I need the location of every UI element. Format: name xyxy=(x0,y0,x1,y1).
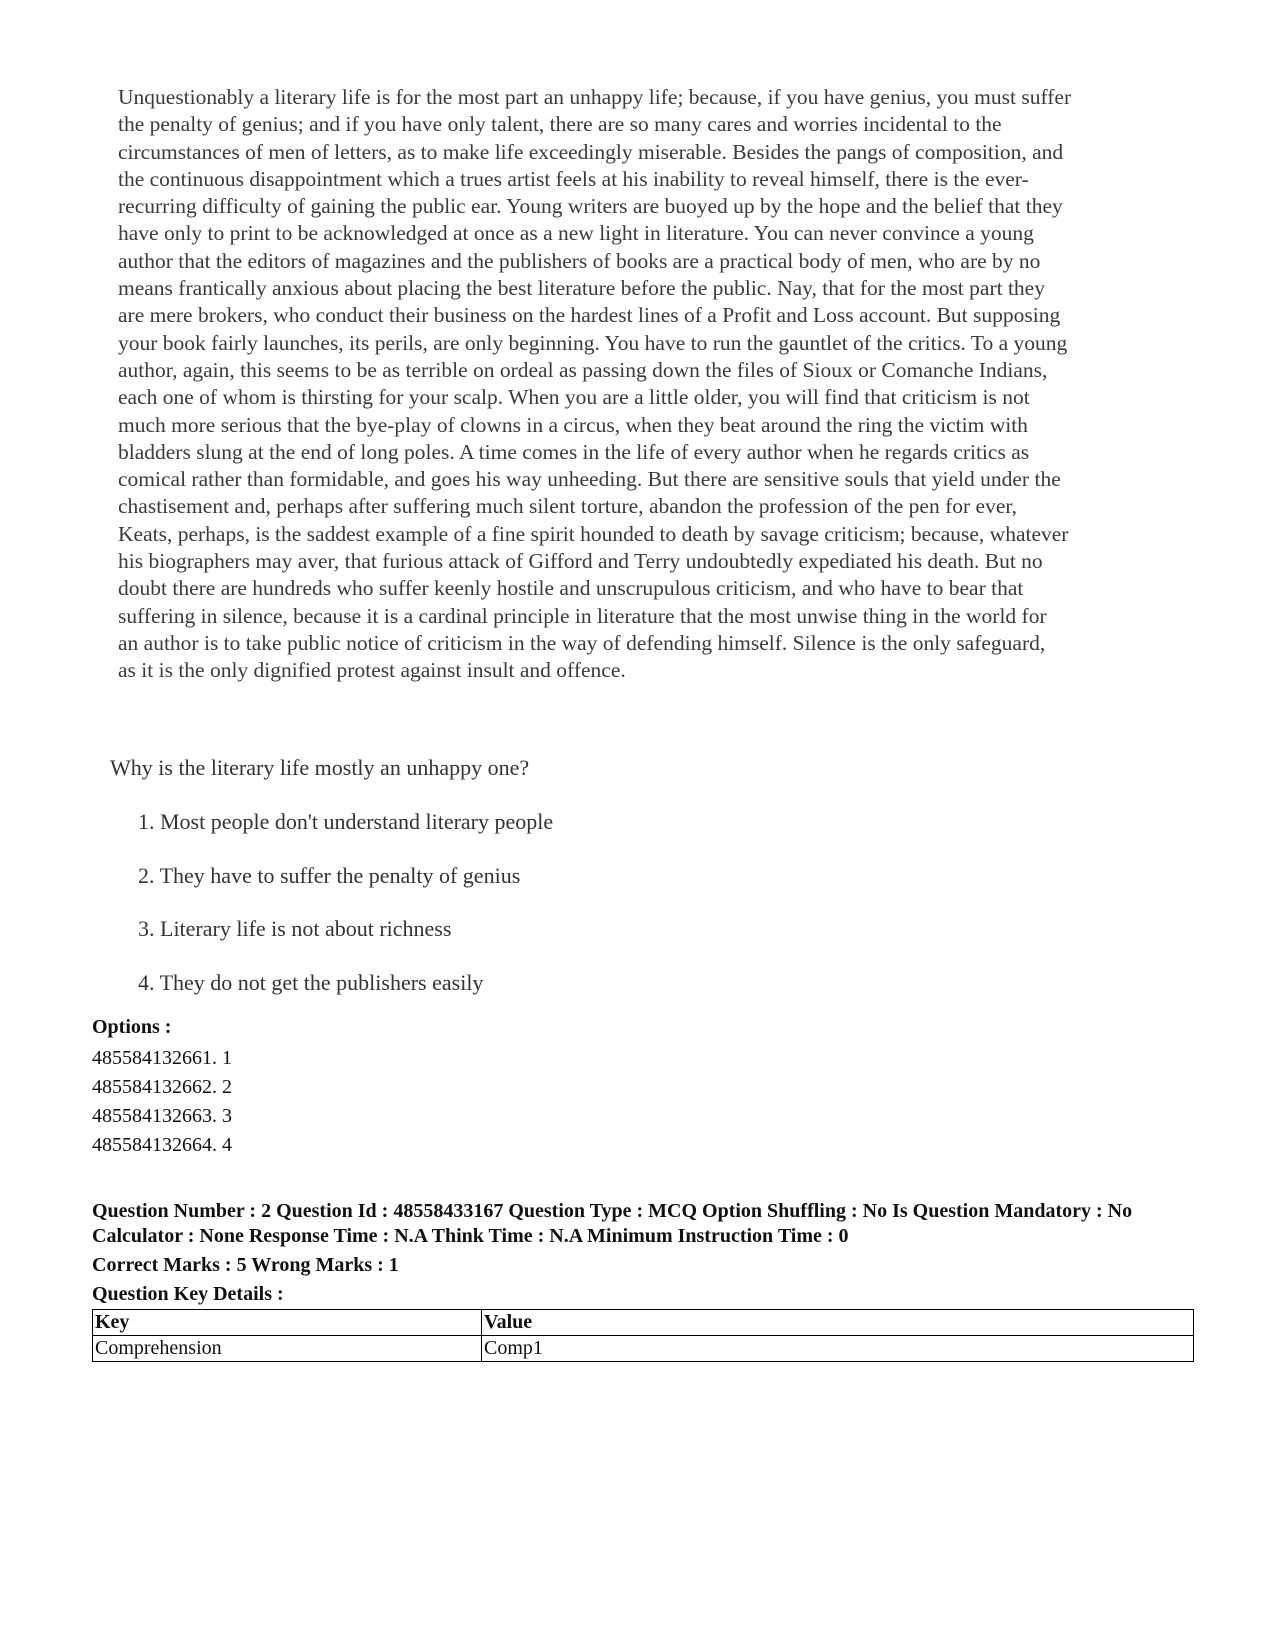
choice-item: 4. They do not get the publishers easily xyxy=(138,969,484,995)
passage-line: author that the editors of magazines and the publishers of books are a practical body of men, who are by no xyxy=(118,248,1041,273)
option-item: 485584132661. 1 xyxy=(92,1047,232,1069)
passage-line: each one of whom is thirsting for your scalp. When you are a little older, you will find that criticism is not xyxy=(118,385,1030,410)
question-key-table xyxy=(92,1309,1194,1362)
table-cell: Comp1 xyxy=(482,1336,1194,1362)
passage-line: comical rather than formidable, and goes his way unheeding. But there are sensitive souls that yield under the xyxy=(118,467,1061,492)
options-heading: Options : xyxy=(92,1016,172,1038)
passage-line: the penalty of genius; and if you have only talent, there are so many cares and worries incidental to the xyxy=(118,112,1002,137)
table-header-cell: Key xyxy=(93,1310,482,1336)
table-row xyxy=(93,1336,1194,1362)
choice-item: 3. Literary life is not about richness xyxy=(138,916,452,941)
passage-line: your book fairly launches, its perils, are only beginning. You have to run the gauntlet of the critics. To a young xyxy=(118,330,1068,355)
passage-line: doubt there are hundreds who suffer keenly hostile and unscrupulous criticism, and who have to bear that xyxy=(118,576,1024,601)
answer-choices xyxy=(138,808,553,1022)
marks-line: Correct Marks : 5 Wrong Marks : 1 xyxy=(92,1254,399,1276)
passage-line: are mere brokers, who conduct their business on the hardest lines of a Profit and Loss account. But supposing xyxy=(118,303,1061,328)
passage-line: Unquestionably a literary life is for the most part an unhappy life; because, if you have genius, you must suffer xyxy=(118,85,1072,109)
passage-line: much more serious that the bye-play of clowns in a circus, when they beat around the ring the victim with xyxy=(118,412,1028,437)
question-text: Why is the literary life mostly an unhappy one? xyxy=(110,755,530,780)
key-details-heading: Question Key Details : xyxy=(92,1283,284,1305)
table-header-cell: Value xyxy=(482,1310,1194,1336)
passage-line: bladders slung at the end of long poles. A time comes in the life of every author when he regards critics as xyxy=(118,439,1030,464)
passage-line: have only to print to be acknowledged at once as a new light in literature. You can never convince a young xyxy=(118,221,1034,246)
passage-line: as it is the only dignified protest against insult and offence. xyxy=(118,658,626,683)
question-meta-line: Question Number : 2 Question Id : 48558433167 Question Type : MCQ Option Shuffling : No Is Question Mandatory : No xyxy=(92,1200,1133,1222)
option-item: 485584132663. 3 xyxy=(92,1105,232,1127)
option-item: 485584132664. 4 xyxy=(92,1134,232,1156)
comprehension-passage xyxy=(118,84,1168,685)
passage-line: suffering in silence, because it is a cardinal principle in literature that the most unwise thing in the world for xyxy=(118,603,1047,628)
question-meta-line: Calculator : None Response Time : N.A Think Time : N.A Minimum Instruction Time : 0 xyxy=(92,1225,849,1247)
passage-line: Keats, perhaps, is the saddest example of a fine spirit hounded to death by savage criticism; because, whatever xyxy=(118,521,1069,546)
options-list xyxy=(92,1044,232,1160)
passage-line: author, again, this seems to be as terrible on ordeal as passing down the files of Sioux or Comanche Indians, xyxy=(118,357,1048,382)
passage-line: an author is to take public notice of criticism in the way of defending himself. Silence is the only safeguard, xyxy=(118,630,1046,655)
choice-item: 2. They have to suffer the penalty of genius xyxy=(138,862,521,888)
passage-line: the continuous disappointment which a trues artist feels at his inability to reveal himself, there is the ever- xyxy=(118,166,1029,191)
table-cell: Comprehension xyxy=(93,1336,482,1362)
passage-line: recurring difficulty of gaining the public ear. Young writers are buoyed up by the hope and the belief that they xyxy=(118,194,1063,219)
passage-line: circumstances of men of letters, as to make life exceedingly miserable. Besides the pangs of composition, and xyxy=(118,139,1064,164)
choice-item: 1. Most people don't understand literary people xyxy=(138,809,554,834)
passage-line: his biographers may aver, that furious attack of Gifford and Terry undoubtedly expediated his death. But no xyxy=(118,549,1043,574)
table-header-row xyxy=(93,1310,1194,1336)
passage-line: chastisement and, perhaps after suffering much silent torture, abandon the profession of the pen for ever, xyxy=(118,494,1018,519)
option-item: 485584132662. 2 xyxy=(92,1076,232,1098)
passage-line: means frantically anxious about placing the best literature before the public. Nay, that for the most part they xyxy=(118,276,1045,301)
